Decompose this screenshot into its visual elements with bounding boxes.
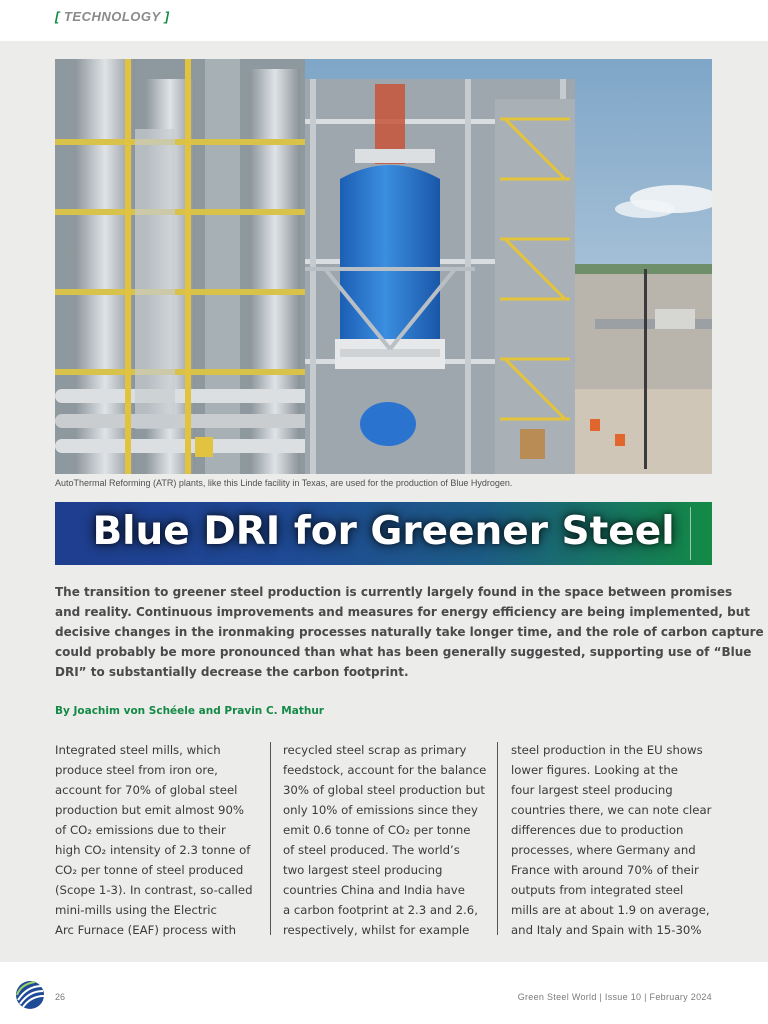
body-line: two largest steel producing <box>283 863 443 877</box>
section-tag <box>55 9 169 24</box>
body-line: feedstock, account for the balance <box>283 763 487 777</box>
article-title: Blue DRI for Greener Steel <box>92 509 675 554</box>
body-column-1 <box>55 740 265 940</box>
body-line: a carbon footprint at 2.3 and 2.6, <box>283 903 478 917</box>
banner-divider <box>690 507 691 560</box>
body-line: Arc Furnace (EAF) process with <box>55 923 237 937</box>
bracket-open: [ <box>55 9 60 24</box>
body-line: steel production in the EU shows <box>511 743 703 757</box>
publication-logo-icon <box>15 980 45 1014</box>
body-line: processes, where Germany and <box>511 843 696 857</box>
intro-line: The transition to greener steel production is currently largely found in the space between promises <box>55 585 733 599</box>
body-line: high CO₂ intensity of 2.3 tonne of <box>55 843 251 857</box>
body-line: CO₂ per tonne of steel produced <box>55 863 244 877</box>
publication-info: Green Steel World | Issue 10 | February 2024 <box>517 992 712 1002</box>
body-line: Integrated steel mills, which <box>55 743 221 757</box>
byline: By Joachim von Schéele and Pravin C. Mathur <box>55 705 324 717</box>
body-line: and Italy and Spain with 15-30% <box>511 923 702 937</box>
body-line: emit 0.6 tonne of CO₂ per tonne <box>283 823 471 837</box>
body-line: mills are at about 1.9 on average, <box>511 903 710 917</box>
body-line: of steel produced. The world’s <box>283 843 460 857</box>
bracket-close: ] <box>164 9 170 24</box>
body-line: produce steel from iron ore, <box>55 763 218 777</box>
title-banner <box>55 502 712 565</box>
body-line: of CO₂ emissions due to their <box>55 823 226 837</box>
body-line: France with around 70% of their <box>511 863 699 877</box>
body-column-3 <box>511 740 721 940</box>
body-line: outputs from integrated steel <box>511 883 684 897</box>
image-caption: AutoThermal Reforming (ATR) plants, like this Linde facility in Texas, are used for the production of Blue Hydrogen. <box>55 478 513 488</box>
industrial-plant-illustration <box>55 59 712 474</box>
body-line: differences due to production <box>511 823 684 837</box>
body-line: recycled steel scrap as primary <box>283 743 467 757</box>
article-intro <box>55 582 764 682</box>
body-line: countries there, we can note clear <box>511 803 712 817</box>
body-line: countries China and India have <box>283 883 465 897</box>
body-line: 30% of global steel production but <box>283 783 485 797</box>
body-line: (Scope 1-3). In contrast, so-called <box>55 883 253 897</box>
section-label: TECHNOLOGY <box>63 9 161 24</box>
intro-line: DRI” to substantially decrease the carbon footprint. <box>55 665 409 679</box>
column-divider <box>270 742 271 935</box>
page-number: 26 <box>55 992 66 1002</box>
intro-line: decisive changes in the ironmaking processes naturally take longer time, and the role of carbon capture <box>55 625 764 639</box>
intro-line: and reality. Continuous improvements and measures for energy efficiency are being implemented, but <box>55 605 751 619</box>
body-line: production but emit almost 90% <box>55 803 245 817</box>
page-footer <box>0 962 768 1024</box>
body-line: only 10% of emissions since they <box>283 803 478 817</box>
body-column-2 <box>283 740 493 940</box>
body-line: respectively, whilst for example <box>283 923 470 937</box>
column-divider <box>497 742 498 935</box>
body-line: four largest steel producing <box>511 783 673 797</box>
intro-line: could probably be more pronounced than what has been generally suggested, supporting use of “Blue <box>55 645 752 659</box>
body-line: mini-mills using the Electric <box>55 903 217 917</box>
hero-image <box>55 59 712 474</box>
body-line: lower figures. Looking at the <box>511 763 678 777</box>
body-line: account for 70% of global steel <box>55 783 238 797</box>
